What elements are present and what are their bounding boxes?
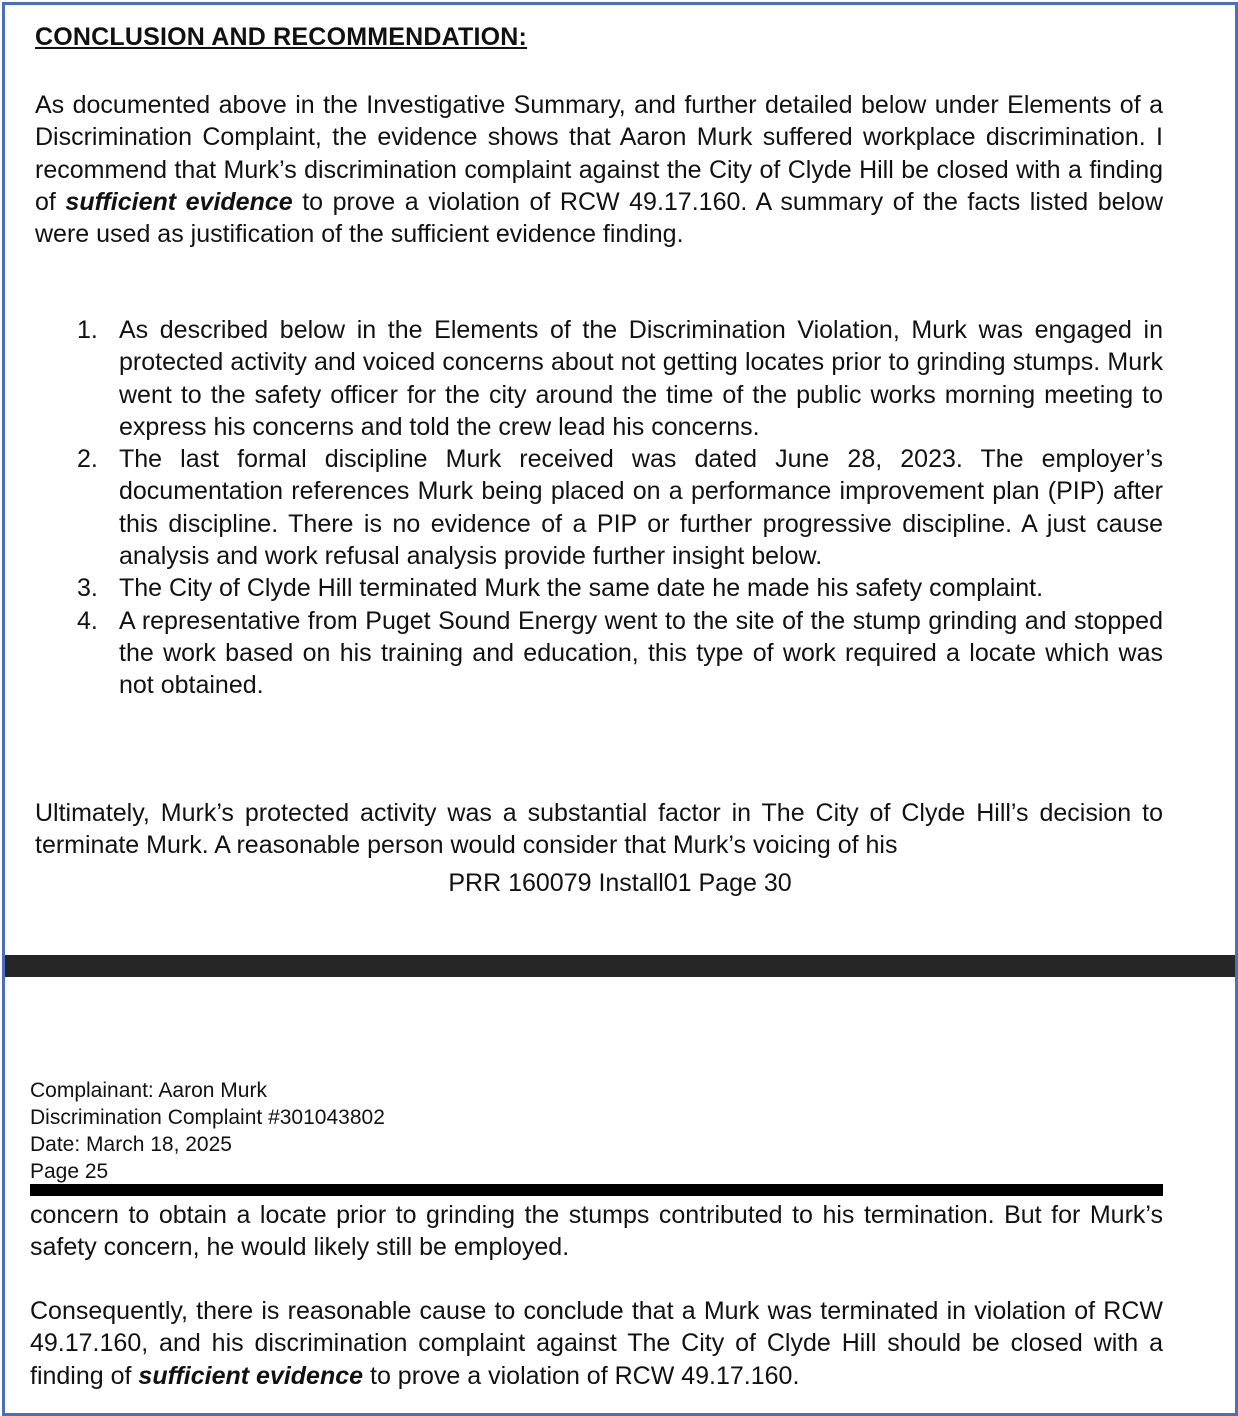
list-item-text: A representative from Puget Sound Energy went to the site of the stump grinding and stopped the work based on his training and education, this type of work required a locate which was not obtained.	[119, 606, 1163, 700]
conclusion-text-after: to prove a violation of RCW 49.17.160.	[363, 1361, 800, 1390]
list-item	[77, 314, 1163, 443]
complaint-number-line: Discrimination Complaint #301043802	[30, 1106, 385, 1129]
conclusion-emphasis: sufficient evidence	[138, 1361, 364, 1390]
document-header	[30, 1077, 385, 1185]
list-item	[77, 572, 1163, 604]
list-item-number: 1.	[77, 316, 98, 344]
conclusion-paragraph	[30, 1295, 1163, 1392]
page-top	[5, 5, 1235, 955]
list-item	[77, 443, 1163, 572]
closing-paragraph: Ultimately, Murk’s protected activity was a substantial factor in The City of Clyde Hill’s decision to terminate Murk. A reasonable person would consider that Murk’s voicing of his	[35, 799, 1163, 860]
header-rule	[30, 1184, 1163, 1196]
document-frame	[2, 2, 1238, 1416]
continuation-paragraph: concern to obtain a locate prior to grinding the stumps contributed to his termination. But for Murk’s safety concern, he would likely still be employed.	[30, 1201, 1163, 1262]
list-item-number: 2.	[77, 445, 98, 474]
page-divider	[5, 955, 1235, 977]
date-line: Date: March 18, 2025	[30, 1133, 232, 1156]
page-number-line: Page 25	[30, 1160, 109, 1183]
list-item-text: The City of Clyde Hill terminated Murk the same date he made his safety complaint.	[119, 574, 1044, 603]
section-heading: CONCLUSION AND RECOMMENDATION:	[35, 23, 528, 51]
intro-text-after: to prove a violation of RCW 49.17.160. A summary of the facts listed below were used as justification of the sufficient evidence finding.	[35, 187, 1164, 249]
list-item	[77, 605, 1163, 702]
intro-text-before: As documented above in the Investigative Summary, and further detailed below under Elements of a Discrimination Complaint, the evidence shows that Aaron Murk suffered workplace discrimination. I recommend that Murk’s discrimination complaint against the City of Clyde Hill be closed with a finding of	[35, 91, 1163, 216]
page-footer: PRR 160079 Install01 Page 30	[448, 869, 792, 897]
page-bottom	[5, 977, 1235, 1413]
list-item-text: The last formal discipline Murk received was dated June 28, 2023. The employer’s documentation references Murk being placed on a performance improvement plan (PIP) after this discipline. There is no evidence of a PIP or further progressive discipline. A just cause analysis and work refusal analysis provide further insight below.	[119, 445, 1163, 571]
list-item-number: 4.	[77, 606, 98, 635]
conclusion-text-before: Consequently, there is reasonable cause to conclude that a Murk was terminated in violation of RCW 49.17.160, and his discrimination complaint against The City of Clyde Hill should be closed with a finding of	[30, 1297, 1163, 1390]
intro-paragraph	[35, 89, 1163, 250]
list-item-number: 3.	[77, 574, 98, 603]
findings-list	[35, 314, 1163, 702]
intro-emphasis: sufficient evidence	[65, 187, 293, 216]
complainant-line: Complainant: Aaron Murk	[30, 1079, 267, 1102]
list-item-text: As described below in the Elements of the Discrimination Violation, Murk was engaged in protected activity and voiced concerns about not getting locates prior to grinding stumps. Murk went to the safety officer for the city around the time of the public works morning meeting to express his concerns and told the crew lead his concerns.	[119, 316, 1163, 441]
